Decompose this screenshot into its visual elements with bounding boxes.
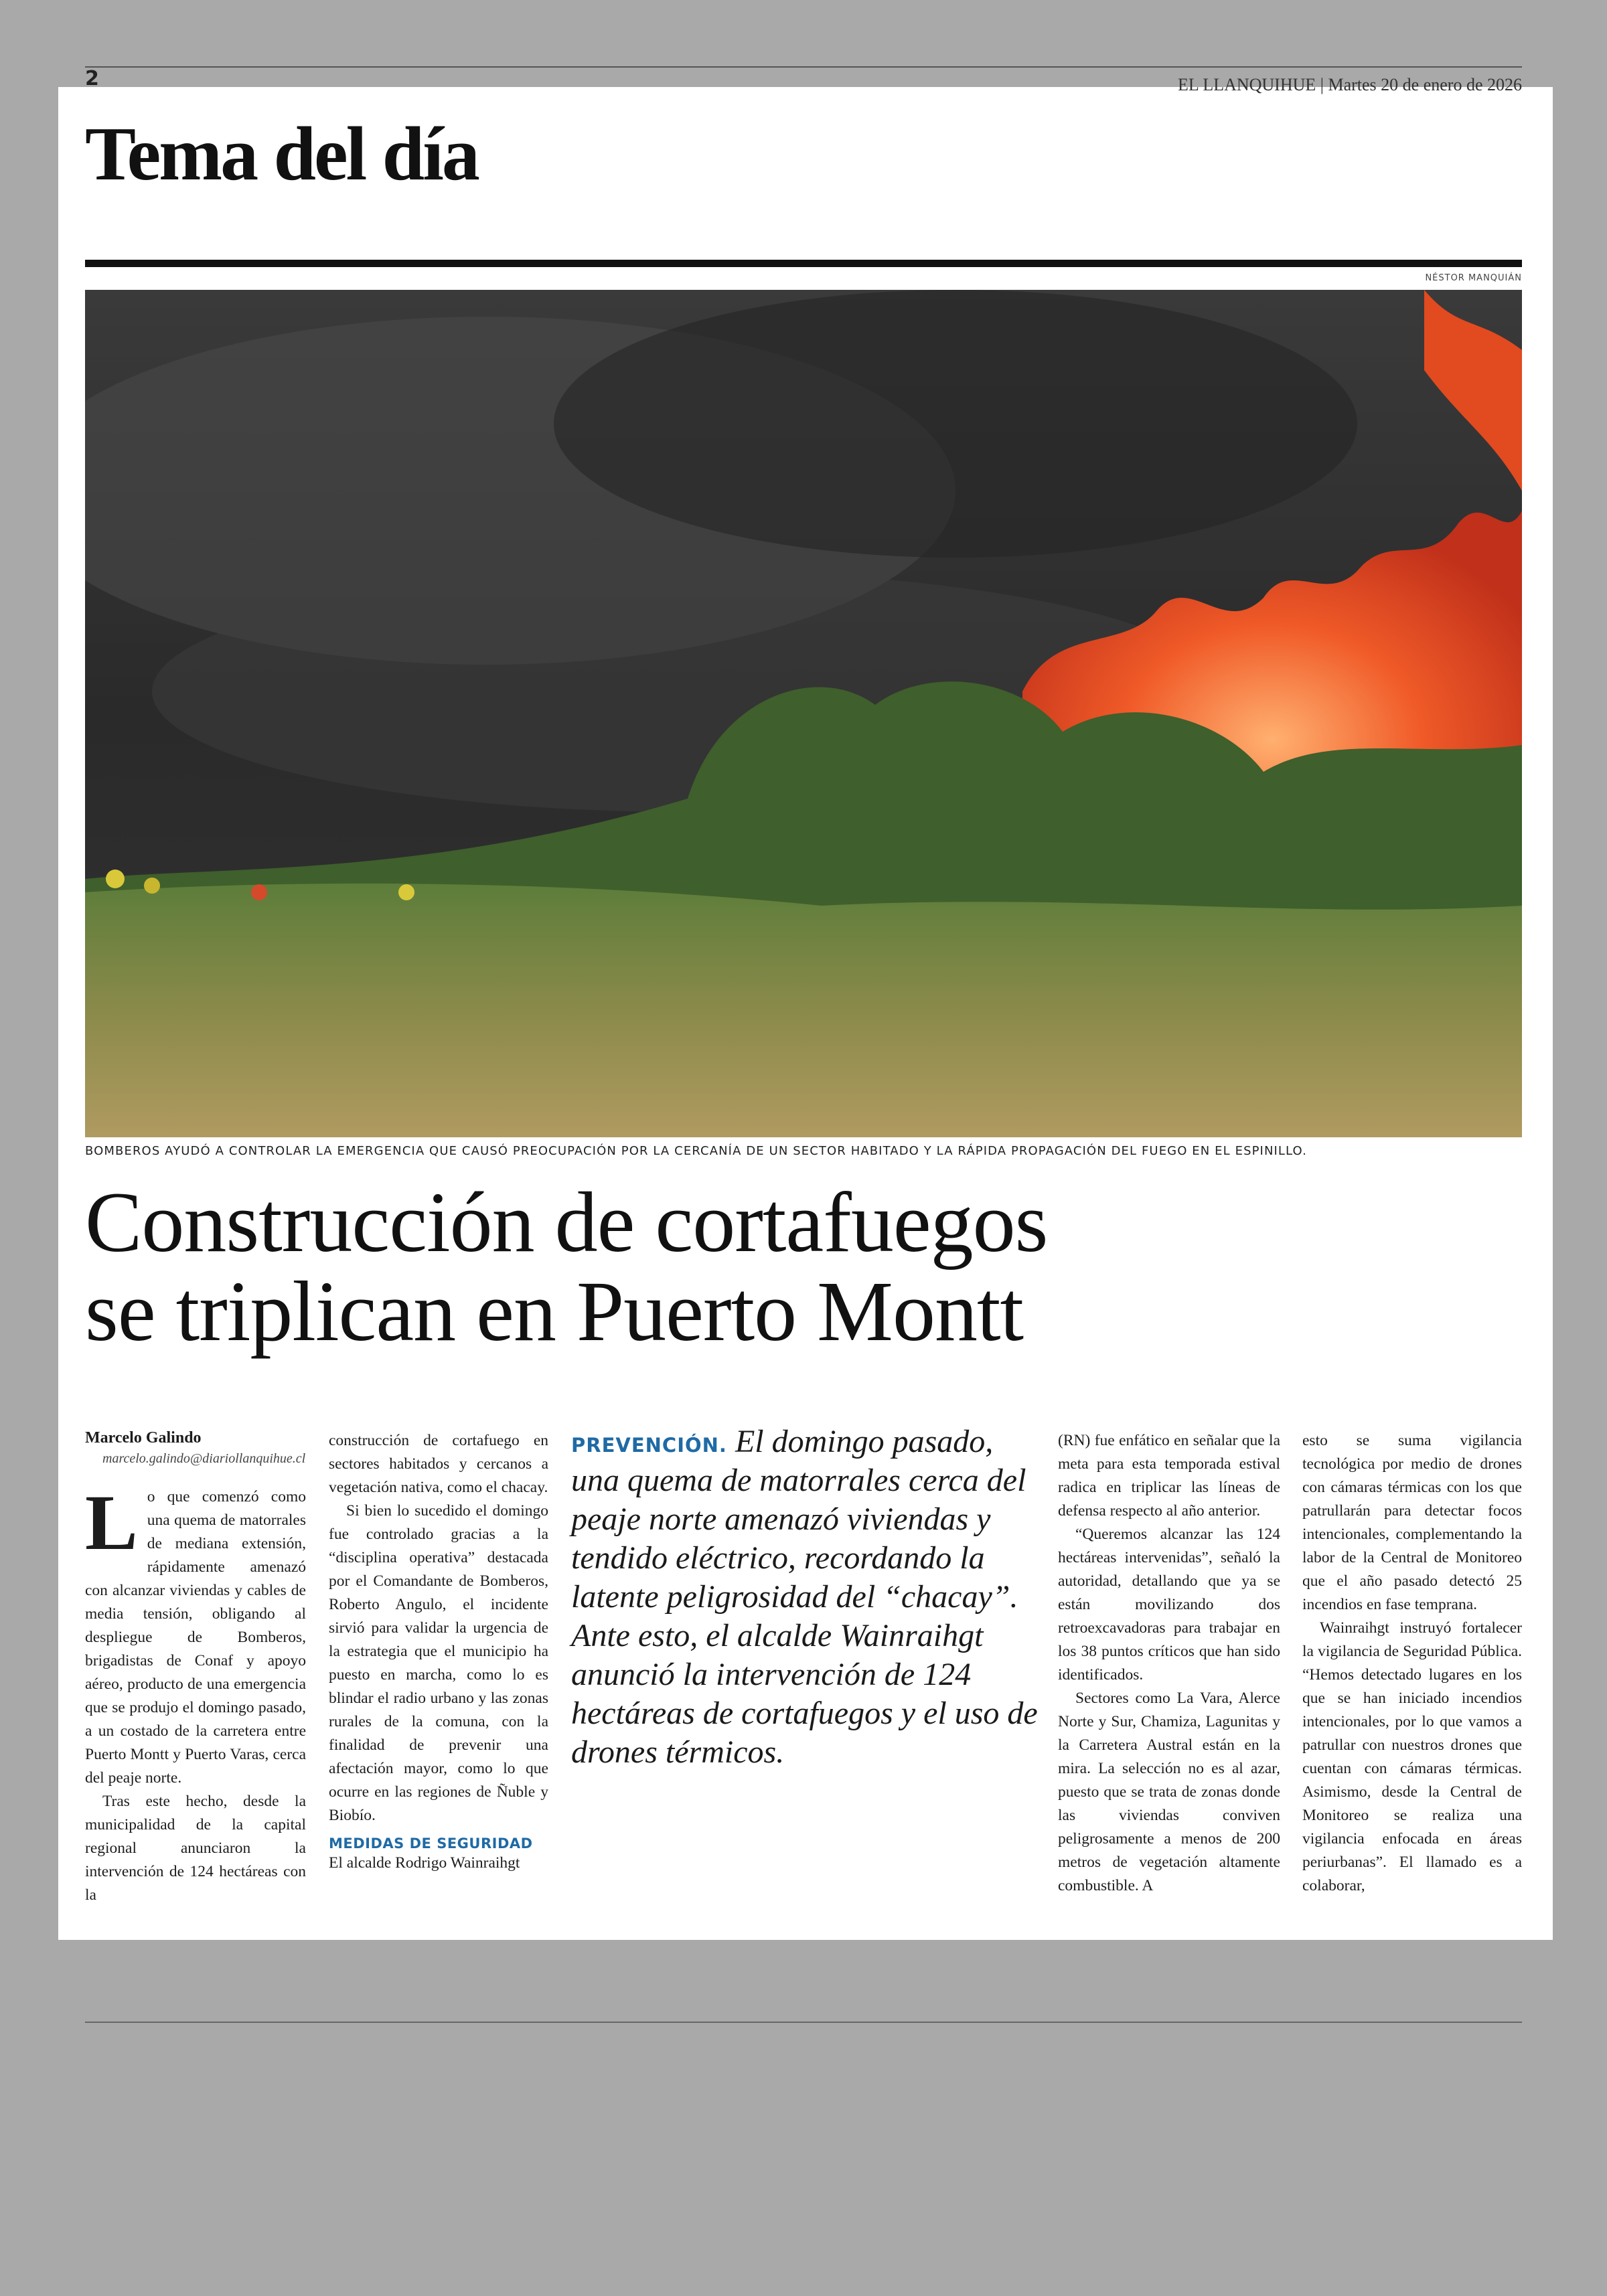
bottom-rule xyxy=(85,2022,1522,2023)
col4-paragraph-3: Sectores como La Vara, Alerce Norte y Sur, Chamiza, Lagunitas y la Carretera Austral están en la mira. La selección no es al azar, puesto que se trata de zonas donde las viviendas conviven peligrosamente a menos de 200 metros de vegetación altamente combustible. A xyxy=(1058,1690,1280,1894)
col2-paragraph-2: Si bien lo sucedido el domingo fue controlado gracias a la “disciplina operativa” destacada por el Comandante de Bomberos, Roberto Angulo, el incidente sirvió para validar la urgencia de la estrategia que el municipio ha puesto en marcha, como lo es blindar el radio urbano y las zonas rurales de la comuna, con la finalidad de prevenir una afectación mayor, como lo que ocurre en las regiones de Ñuble y Biobío. xyxy=(329,1502,548,1824)
headline-line-1: Construcción de cortafuegos xyxy=(85,1175,1048,1270)
article-headline xyxy=(85,1175,1522,1360)
headline-line-2: se triplican en Puerto Montt xyxy=(85,1264,1024,1360)
col5-paragraph-1: esto se suma vigilancia tecnológica por medio de drones con cámaras térmicas con los que patrullarán para detectar focos intencionales, complementando la labor de la Central de Monitoreo que el año pasado detectó 25 incendios en fase temprana. xyxy=(1302,1432,1522,1613)
col2-paragraph-3: El alcalde Rodrigo Wainraihgt xyxy=(329,1854,520,1872)
dropcap: L xyxy=(85,1479,138,1566)
section-rule xyxy=(85,260,1522,267)
wildfire-photo-illustration xyxy=(85,290,1522,1137)
col5-paragraph-2: Wainraihgt instruyó fortalecer la vigilancia de Seguridad Pública. “Hemos detectado lugares en los que se han iniciado incendios intencionales, por lo que vamos a patrullar con nuestros drones que cuentan con cámaras térmicas. Asimismo, desde la Central de Monitoreo se realiza una vigilancia enfocada en áreas periurbanas”. El llamado es a colaborar, xyxy=(1302,1619,1522,1894)
photo-caption: BOMBEROS AYUDÓ A CONTROLAR LA EMERGENCIA QUE CAUSÓ PREOCUPACIÓN POR LA CERCANÍA DE UN SECTOR HABITADO Y LA RÁPIDA PROPAGACIÓN DEL FUEGO EN EL ESPINILLO. xyxy=(85,1144,1307,1158)
col4-paragraph-1: (RN) fue enfático en señalar que la meta para esta temporada estival radica en triplicar las líneas de defensa respecto al año anterior. xyxy=(1058,1432,1280,1520)
article-column-5 xyxy=(1302,1429,1522,1898)
section-title: Tema del día xyxy=(85,111,478,196)
top-rule xyxy=(85,66,1522,68)
col1-paragraph-1: o que comenzó como una quema de matorrales de mediana extensión, rápidamente amenazó con alcanzar viviendas y cables de media tensión, obligando al despliegue de Bomberos, brigadistas de Conaf y apoyo aéreo, producto de una emergencia que se produjo el domingo pasado, a un costado de la carretera entre Puerto Montt y Puerto Varas, cerca del peaje norte. xyxy=(85,1488,306,1787)
col2-paragraph-1: construcción de cortafuego en sectores habitados y cercanos a vegetación nativa, como el chacay. xyxy=(329,1432,548,1496)
article-column-1 xyxy=(85,1429,306,1907)
section-subhead: MEDIDAS DE SEGURIDAD xyxy=(329,1835,533,1852)
col1-paragraph-2: Tras este hecho, desde la municipalidad de la capital regional anunciaron la intervención de 124 hectáreas con la xyxy=(85,1793,306,1904)
author-email: marcelo.galindo@diariollanquihue.cl xyxy=(102,1451,306,1466)
author-name: Marcelo Galindo xyxy=(85,1429,202,1447)
article-lead xyxy=(571,1422,1047,1772)
page-number: 2 xyxy=(85,67,99,90)
wildfire-photo xyxy=(85,290,1522,1137)
article-column-4 xyxy=(1058,1429,1280,1898)
lead-text: El domingo pasado, una quema de matorrales cerca del peaje norte amenazó viviendas y tendido eléctrico, recordando la latente peligrosidad del “chacay”. Ante esto, el alcalde Wainraihgt anunció la intervención de 124 hectáreas de cortafuegos y el uso de drones térmicos. xyxy=(571,1424,1038,1770)
masthead: EL LLANQUIHUE | Martes 20 de enero de 2026 xyxy=(1178,75,1522,94)
lead-tag: PREVENCIÓN. xyxy=(571,1434,727,1457)
col4-paragraph-2: “Queremos alcanzar las 124 hectáreas intervenidas”, señaló la autoridad, detallando que ya se están movilizando dos retroexcavadoras para trabajar en los 38 puntos críticos que han sido identificados. xyxy=(1058,1526,1280,1684)
photo-credit: NÉSTOR MANQUIÁN xyxy=(1425,273,1522,283)
article-column-2 xyxy=(329,1429,548,1875)
